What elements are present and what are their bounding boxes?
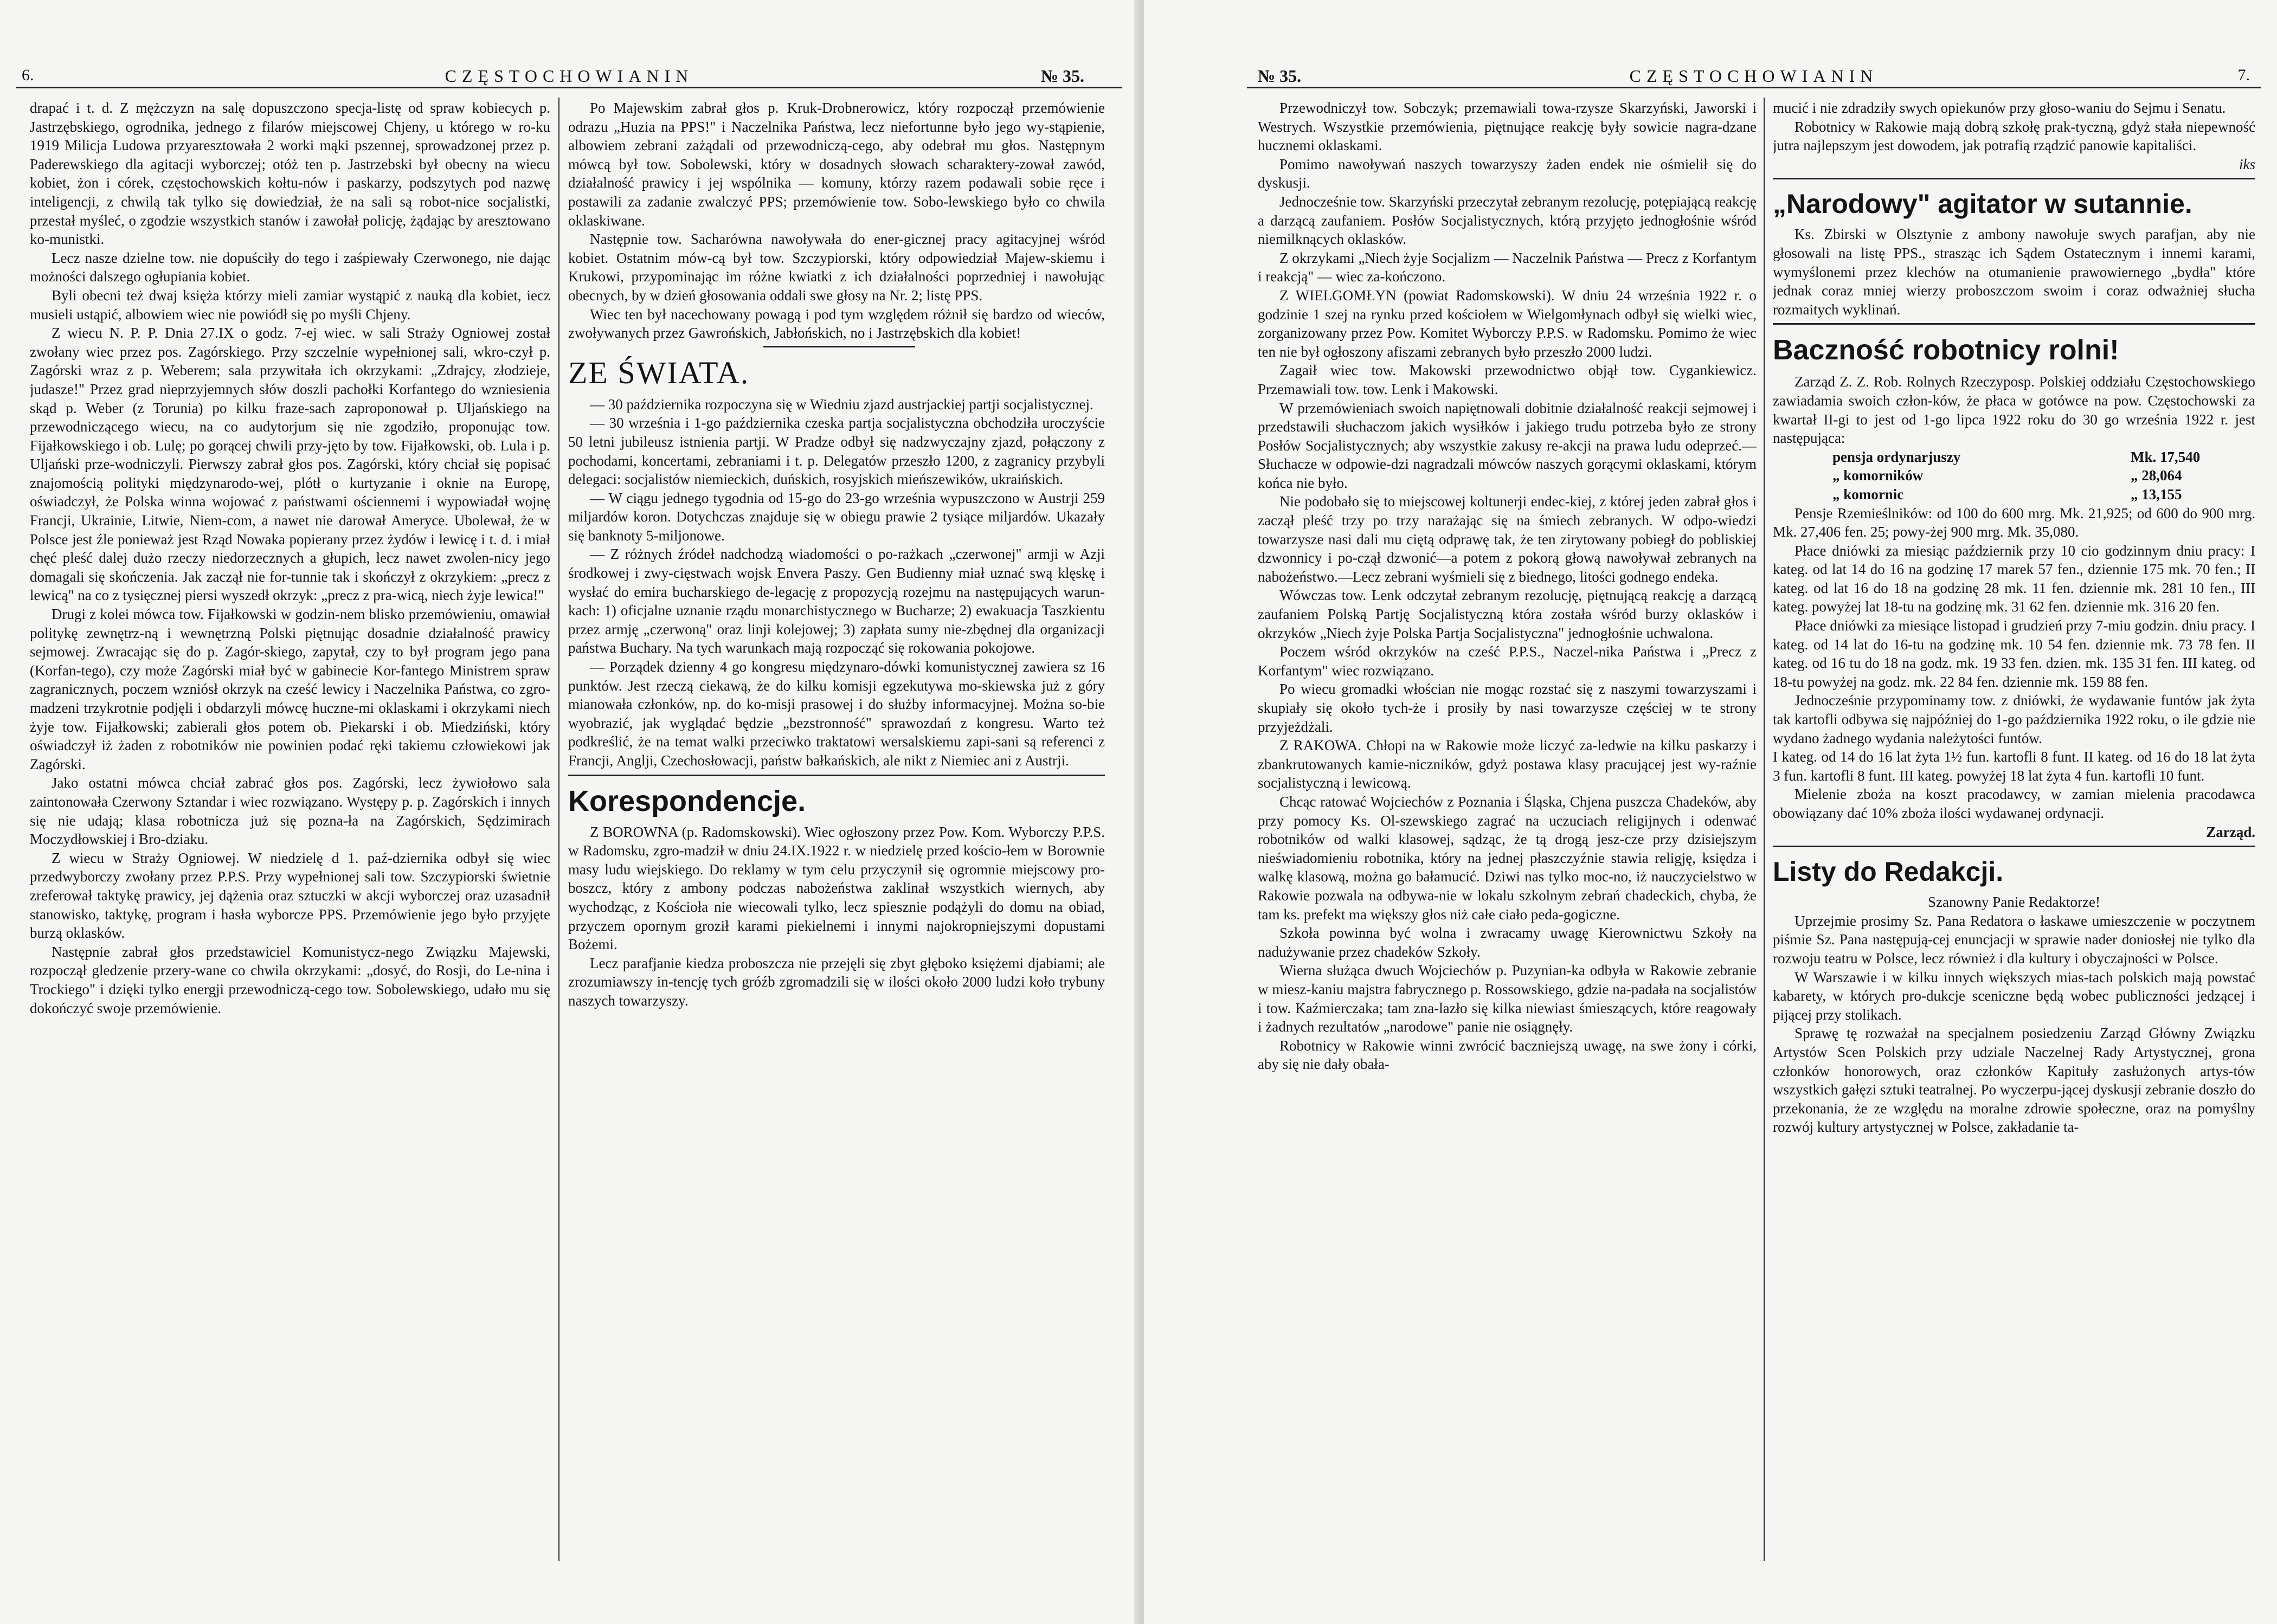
right-page-number: 7. — [2237, 66, 2250, 84]
article-signature: Zarząd. — [2206, 823, 2255, 840]
section-heading-narodowy-agitator: „Narodowy" agitator w sutannie. — [1773, 189, 2192, 220]
right-page-header — [1258, 63, 2250, 90]
left-page-number: 6. — [22, 66, 34, 84]
article-paragraph: Następnie tow. Sacharówna nawoływała do ener-gicznej pracy agitacyjnej wśród kobiet. Ostatnim mów-cą był tow. Szczypiorski, który odpowiedział Majew-skiemu i Krukowi, przypominając im różne kwiatki z ich działalności poprzedniej i nawołując obecnych, by w dzień głosowania oddali swe głosy na Nr. 2; listę PPS. — [568, 231, 1105, 304]
section-heading-ze-swiata: ZE ŚWIATA. — [568, 355, 750, 390]
wage-row-value: „ 28,064 — [2131, 467, 2182, 484]
wage-row-label: pensja ordynarjuszy — [1832, 448, 1961, 465]
article-paragraph: Wiec ten był nacechowany powagą i pod tym względem różnił się bardzo od wieców, zwoływanych przez Gawrońskich, Jabłońskich, no i Jastrzębskich dla kobiet! — [568, 306, 1105, 341]
article-signature: iks — [2239, 156, 2255, 172]
article-paragraph: Po wiecu gromadki włościan nie mogąc rozstać się z naszymi towarzyszami i skupiały się około tych-że i prosiły by nasi towarzysze częściej w te strony przyjeżdżali. — [1258, 681, 1757, 735]
article-paragraph: Z wiecu N. P. P. Dnia 27.IX o godz. 7-ej wiec. w sali Straży Ogniowej został zwołany wiec przez pos. Zagórskiego. Przy szczelnie wypełnionej sali, wkro-czył p. Zagórski wraz z p. Weberem; sala przywitała ich okrzykami: „Zdrajcy, złodzieje, judasze!" Przez grad nieprzyjemnych słów doszli pachołki Korfantego do wzniesienia skąd p. Weber (z Torunia) po kilku fraze-sach zaproponował p. Uljańskiego na przewodniczącego wiecu, na co audytorjum się nie zgodziło, proponując tow. Fijałkowskiego i ob. Lulę; po gorącej chwili przy-jęto by tow. Fijałkowski, ob. Lula i p. Uljański prze-wodniczyli. Pierwszy zabrał głos pos. Zagórski, który chciał się popisać znajomością polityki międzynarodo-wej, plótł o kurtyzanie i okniе na Europę, oświadczył, że Polska winna wojować z państwami ościennemi i wypowiadał wojnę Francji, Ukrainie, Litwie, Niem-com, a nawet nie darował Ameryce. Ubolewał, że w Polsce jest źle ponieważ jest Rząd Nowaka popierany przez żydów i lewicę i t. d. i miał chęć pleść dalej dużo rzeczy niedorzecznych a głupich, lecz nawet zwolen-nicy jego domagali się skończenia. Jak zaczął nie for-tunnie tak i skończył z okrzykiem: „precz z lewicą" na co z tysięcznej piersi wyszedł okrzyk: „precz z pra-wicą, niech żyje lewica!" — [30, 325, 550, 604]
right-page-title: CZĘSTOCHOWIANIN — [1629, 66, 1879, 86]
article-paragraph: drapać i t. d. Z mężczyzn na salę dopuszczono specja-listę od spraw kobiecych p. Jastrzębskiego, ogrodnika, jednego z filarów miejscowej Chjeny, u którego w ro-ku 1919 Milicja Ludowa przyaresztowała 2 worki mąki pszennej, sprowadzonej przez p. Paderewskiego dla agitacji wyborczej; otóż ten p. Jastrzebski był obecny na wiecu kobiet, żon i córek, częstochowskich kołtu-nów i paskarzy, podszytych pod nazwę inteligencji, z chwilą tak tylko się dowiedział, że na sali są robot-nice socjalistki, przestał myśleć, o zgodzie wszystkich stanów i zawołał policję, żądając by aresztowano ko-munistki. — [30, 100, 550, 248]
article-paragraph: Robotnicy w Rakowie mają dobrą szkołę prak-tyczną, gdyż stała niepewność jutra najlepszym jest dowodem, jak potrafią rządzić panowie kapitaliści. — [1773, 118, 2255, 154]
wage-row — [1773, 466, 2255, 485]
left-page-issue: № 35. — [1040, 66, 1084, 86]
article-paragraph: Wierna służąca dwuch Wojciechów p. Puzynian-ka odbyła w Rakowie zebranie w miesz-kaniu majstra fabrycznego p. Rossowskiego, gdzie na-padała na socjalistów i tow. Kaźmierczaka; tam zna-lazło się kilka niewiast śmieszących, które reagowały i żadnych rezultatów „narodowe" panie nie osiągnęły. — [1258, 962, 1757, 1035]
article-paragraph: Lecz nasze dzielne tow. nie dopuściły do tego i zaśpiewały Czerwonego, nie dając możności dalszego ogłupiania kobiet. — [30, 249, 550, 285]
wage-row — [1773, 485, 2255, 504]
wage-row-value: „ 13,155 — [2131, 486, 2182, 502]
news-item: — 30 września i 1-go października czeska partja socjalistyczna obchodziła uroczyście 50 letni jubileusz istnienia partji. W Pradze odbył się nadzwyczajny zjazd, połączony z pochodami, koncertami, zebraniami i t. p. Delegatów przeszło 1200, z zagranicy przybyli delegaci: socjalistów niemieckich, duńskich, rosyjskich mieńszewików, ukraińskich. — [568, 415, 1105, 488]
right-column-divider — [1764, 98, 1765, 1561]
right-page — [1144, 0, 2277, 1624]
article-paragraph: Ks. Zbirski w Olsztynie z ambony nawołuje swych parafjan, aby nie głosowali na listę PPS., strasząc ich Sądem Ostatecznym i innemi karami, wymyślonemi przez klechów na otumanienie prawowiernego „bydła" które jednak coraz mniej wierzy proboszczom swoim i coraz odważniej słucha rozmaitych wyklinań. — [1773, 226, 2255, 318]
letter-salutation: Szanowny Panie Redaktorze! — [1928, 894, 2100, 911]
article-paragraph: Chcąc ratować Wojciechów z Poznania i Śląska, Chjena puszcza Chadeków, aby przy pomocy Ks. Ol-szewskiego zagrać na uczuciach religijnych i odenwać robotników od walki klasowej, sądząc, że tą drogą jesz-cze przy dzisiejszym nieświadomieniu robotnika, który na jednej płaszczyźnie stawia religję, księdza i walkę klasową, można go bałamucić. Dziwi nas tylko moc-no, iż nauczycielstwo w Rakowie pozwala na odbywa-nie w lokalu szkolnym zebrań chadeckich, chyba, że tam ks. prefekt ma większy głos niż całe ciało peda-gogiczne. — [1258, 793, 1757, 923]
right-column-2 — [1773, 99, 2255, 1606]
news-item: — Z różnych źródeł nadchodzą wiadomości o po-rażkach „czerwonej" armji w Azji środkowej i zwy-cięstwach wojsk Envera Paszy. Gen Budienny miał uznać swą klęskę i wysłać do emira bucharskiego de-legację z propozycją rozejmu na następujących warun-kach: 1) oficjalne uznanie rządu monarchistycznego w Bucharze; 2) ewakuacja Taszkientu przez armję „czerwoną" oraz linji kolejowej; 3) zapłata sumy nie-zbędnej dla organizacji państwa Buchary. Na tych warunkach mają rozpocząć się rokowania pokojowe. — [568, 546, 1105, 656]
left-page-header — [22, 63, 1117, 90]
article-paragraph: mucić i nie zdradziły swych opiekunów przy głoso-waniu do Sejmu i Senatu. — [1773, 100, 2226, 116]
left-page — [0, 0, 1138, 1624]
article-paragraph: Z WIELGOMŁYN (powiat Radomskowski). W dniu 24 września 1922 r. o godzinie 1 szej na rynku przed kościołem w Wielgomłynach odbył się wielki wiec, zorganizowany przez Pow. Komitet Wyborczy P.P.S. w Radomsku. Pomimo że wiec ten nie był ogłoszony afiszami zebranych było przeszło 2000 ludzi. — [1258, 287, 1757, 360]
article-paragraph: Z wiecu w Straży Ogniowej. W niedzielę d 1. paź-dziernika odbył się wiec przedwyborczy zwołany przez P.P.S. Przy wypełnionej sali tow. Szczypiorski świetnie zreferował taktykę prawicy, jej dążenia oraz sztuczki w akcji wyborczej oraz uzasadnił stanowisko, taktykę, program i hasła wyborcze PPS. Przemówienie jego było przyjęte burzą oklasków. — [30, 849, 550, 942]
article-paragraph: Jednocześnie tow. Skarzyński przeczytał zebranym rezolucję, potępiającą reakcję a darzącą zaufaniem. Posłów Socjalistycznych, którą przyjęto jednogłośnie wśród niemilknących oklasków. — [1258, 193, 1757, 248]
wage-row — [1773, 448, 2255, 467]
section-heading-korespondencje: Korespondencje. — [568, 784, 806, 817]
correspondence-paragraph: Z BOROWNA (p. Radomskowski). Wiec ogłoszony przez Pow. Kom. Wyborczy P.P.S. w Radomsku, zgro-madził w dniu 24.IX.1922 r. w niedzielę przed kościo-łem w Borownie masy ludu wiejskiego. Do reklamy w tym celu przyczynił się ogromnie miejscowy pro-boszcz, który z ambony podczas nabożeństwa zaklinał wszystkich wiernych, aby wychodząc, z Kościoła nie wiecowali tylko, lecz spiesznie podążyli do domu na obiad, przyczem opornym groził karami piekielnemi i innymi najokropniejszymi dopustami Bożemi. — [568, 823, 1105, 953]
article-paragraph: Przewodniczył tow. Sobczyk; przemawiali towa-rzysze Skarzyński, Jaworski i Westrych. Wszystkie przemówienia, piętnujące reakcję były sowicie nagra-dzane hucznemi oklaskami. — [1258, 100, 1757, 154]
news-item: — Porządek dzienny 4 go kongresu międzynaro-dówki komunistycznej zawiera sz 16 punktów. Jest rzeczą ciekawą, że do kilku komisji egzekutywa mo-skiewska już z góry mianowała członków, np. do ko-misji prasowej i do służby informacyjnej. Można so-bie wyobrazić, jak wyglądać będzie „bezstronność" sprawozdań z kongresu. Warto też podkreślić, że na temat walki przeciwko traktatowi wersalskiemu zapi-sani są referenci z Francji, Anglji, Czechosłowacji, państw bałkańskich, ale nikt z Niemiec ani z Austrji. — [568, 659, 1105, 769]
article-paragraph: Z okrzykami „Niech żyje Socjalizm — Naczelnik Państwa — Precz z Korfantym i reakcją" — wiec za-kończono. — [1258, 249, 1757, 285]
article-paragraph: W przemówieniach swoich napiętnowali dobitnie działalność reakcji sejmowej i przedstawili słuchaczom jakich wysiłków i jakiego trudu potrzeba było ze strony Posłów Socjalistycznych; aby wszystkie zakusy re-akcji na prawa ludu odeprzeć.—Słuchacze w odpowie-dzi nagradzali mówców naszych gorącymi oklaskami, którym końca nie było. — [1258, 399, 1757, 491]
article-paragraph: Z RAKOWA. Chłopi na w Rakowie może liczyć za-ledwie na kilku paskarzy i zbankrutowanych kamie-niczników, gdyż postawa klasy pracującej jest wy-raźnie socjalistyczną i lewicową. — [1258, 737, 1757, 791]
left-column-divider — [558, 98, 559, 1561]
letter-paragraph: W Warszawie i w kilku innych większych mias-tach polskich mają powstać kabarety, w których pro-dukcje sceniczne będą wobec publiczności jedzącej i pijącej przy stolikach. — [1773, 969, 2255, 1023]
left-page-title: CZĘSTOCHOWIANIN — [445, 66, 694, 86]
article-paragraph: Następnie zabrał głos przedstawiciel Komunistycz-nego Związku Majewski, rozpoczął gledzenie przery-wane co chwila okrzykami: „dosyć, do Rosji, do Le-nina i Trockiego" i dzięki tylko energji przewodniczą-cego tow. Sobolewskiego, udało mu się dokończyć swoje przemówienie. — [30, 943, 550, 1016]
left-column-2 — [568, 99, 1105, 1606]
correspondence-paragraph: Lecz parafjanie kiedzа proboszcza nie przejęli się zbyt głęboko księżemi djabiami; ale zrozumiawszy in-tencję tych gróźb zgromadzili się w ilości około 2000 ludzi koło trybuny naszych towarzyszy. — [568, 955, 1105, 1009]
wage-row-label: „ komorników — [1832, 467, 1924, 484]
article-paragraph: Poczem wśród okrzyków na cześć P.P.S., Naczel-nika Państwa i „Precz z Korfantym" wiec rozwiązano. — [1258, 643, 1757, 679]
article-paragraph: Wówczas tow. Lenk odczytał zebranym rezolucję, piętnującą reakcję a darzącą zaufaniem Polską Partję Socjalistyczną która została wśród burzy oklasków i okrzyków „Niech żyje Polska Partja Socjalistyczna" jednogłośnie uchwalona. — [1258, 587, 1757, 641]
section-separator — [763, 346, 915, 347]
article-paragraph: Jako ostatni mówca chciał zabrać głos pos. Zagórski, lecz żywiołowo sala zaintonowała Czerwony Sztandar i wiec rozwiązano. Występy p. p. Zagórskich i innych się nie udają; klasa robotnicza już się pozna-ła na Zagórskich, Sędzimirach Moczydłowskiej i Bro-dziaku. — [30, 775, 550, 848]
news-item: — W ciągu jednego tygodnia od 15-go do 23-go września wypuszczono w Austrji 259 miljardów koron. Dotychczas znajduje się w obiegu prawie 2 tysiące miljardów. Ukazały się banknoty 5-miljonowe. — [568, 489, 1105, 544]
article-paragraph: Zagaił wiec tow. Makowski przewodnictwo objął tow. Cygankiewicz. Przemawiali tow. tow. Lenk i Makowski. — [1258, 362, 1757, 397]
section-separator — [1773, 178, 2255, 179]
article-paragraph: Pensje Rzemieślników: od 100 do 600 mrg. Mk. 21,925; od 600 do 900 mrg. Mk. 27,406 fen. 25; powy-żej 900 mrg. Mk. 35,080. — [1773, 505, 2255, 540]
wage-row-value: Mk. 17,540 — [2131, 448, 2201, 465]
letter-paragraph: Uprzejmie prosimy Sz. Pana Redatora o łaskawe umieszczenie w poczytnem piśmie Sz. Pana następują-cej enuncjacji w sprawie nader doniosłej nie tylko dla rozwoju teatru w Polsce, lecz również i dla kultury i obyczajności w Polsce. — [1773, 912, 2255, 966]
news-item: — 30 października rozpoczyna się w Wiedniu zjazd austrjackiej partji socjalistycznej. — [590, 396, 1094, 413]
section-separator — [1773, 846, 2255, 847]
letter-paragraph: Sprawę tę rozważał na specjalnem posiedzeniu Zarząd Główny Związku Artystów Scen Polskich przy udziale Naczelnej Rady Artystycznej, grona członków honorowych, oraz członków Kapituły zasłużonych artys-tów wszystkich gałęzi sztuki teatralnej. Po wyczerpu-jącej dyskusji zebranie doszło do przekonania, że ze względu na moralne zdrowie społeczne, oraz na pomyślny rozwój kultury artystycznej w Polsce, zakładanie ta- — [1773, 1025, 2255, 1136]
section-separator — [568, 775, 1105, 776]
article-paragraph: Jednocześnie przypominamy tow. z dniówki, że wydawanie funtów jak żyta tak kartofli odbywa się najpóźniej do 1-go października 1922 roku, o ile gdzie nie wydano żadnego wydania należytości funtów. — [1773, 692, 2255, 746]
article-paragraph: Szkoła powinna być wolna i zwracamy uwagę Kierownictwu Szkoły na nadużywanie przez chadeków Szkoły. — [1258, 925, 1757, 960]
article-paragraph: Byli obecni też dwaj księża którzy mieli zamiar wystąpić z nauką dla kobiet, iecz musieli ustąpić, albowiem wiec nie powiódł się po myśli Chjeny. — [30, 287, 550, 323]
article-paragraph: Pomimo nawoływań naszych towarzyszy żaden endek nie ośmielił się do dyskusji. — [1258, 156, 1757, 191]
section-heading-listy-do-redakcji: Listy do Redakcji. — [1773, 856, 2004, 887]
left-column-1 — [30, 99, 550, 1606]
article-paragraph: I kateg. od 14 do 16 lat żyta 1½ fun. kartofli 8 funt. II kateg. od 16 do 18 lat żyta 3 fun. kartofli 8 funt. III kateg. powyżej 18 lat żyta 4 fun. kartofli 10 funt. — [1773, 749, 2255, 784]
article-paragraph: Płace dniówki za miesiąc październik przy 10 cio godzinnym dniu pracy: I kateg. od lat 14 do 16 na godzinę 17 marek 57 fen., dziennie 175 mk. 70 fen.; II kateg. od lat 16 do 18 na godzinę 28 mk. 11 fen. dziennie mk. 281 10 fen., III kateg. powyżej lat 18-tu na godzinę mk. 31 62 fen. dziennie mk. 316 20 fen. — [1773, 542, 2255, 615]
article-paragraph: Drugi z kolei mówca tow. Fijałkowski w godzin-nem blisko przemówieniu, omawiał politykę zewnętrz-ną i wewnętrzną Polski piętnując dosadnie działalność prawicy sejmowej. Zwracając się do p. Zagór-skiego, zapytał, czy to był program jego pana (Korfan-tego), czy może Zagórski miał być w gabinecie Kor-fantego Ministrem spraw zagranicznych, poczem wzniósł okrzyk na cześć lewicy i Naczelnika Państwa, co zgro-madzeni trzykrotnie podjęli i obdarzyli mówcę huczne-mi oklaskami i okrzykami niech żyje tow. Fijałkowski; zabierali głos potem ob. Piekarski i ob. Miedziński, który oświadczył iż żaden z robotników nie powinien podać ręki takiemu człowiekowi jak Zagórski. — [30, 606, 550, 772]
right-header-rule — [1247, 87, 2261, 88]
article-paragraph: Płace dniówki za miesiące listopad i grudzień przy 7-miu godzin. dniu pracy. I kateg. od 14 lat do 16-tu na godzinę mk. 10 54 fen. dziennie mk. 73 78 fen. II kateg. od 16 tu do 18 na godz. mk. 19 33 fen. dzien. mk. 135 31 fen. III kateg. od 18-tu powyżej na godz. mk. 22 84 fen. dziennie mk. 159 88 fen. — [1773, 617, 2255, 690]
wage-row-label: „ komornic — [1832, 486, 1904, 502]
article-paragraph: Nie podobało się to miejscowej koltunerji endec-kiej, z której jeden zabrał głos i zaczął pleść trzy po trzy narażając się na śmiech zebranych. W odpo-wiedzi towarzysze nasi dali mu ciętą odprawę tak, że ten zirytowany pobiegł do pobliskiej dzwonnicy i po-czął dzwonić—a potem z pokorą głową nawoływał zebranych na nabożeństwo.—Lecz zebrani wyśmieli się z biednego, litości godnego endeka. — [1258, 493, 1757, 585]
section-separator — [1773, 323, 2255, 325]
section-heading-bacznosc: Baczność robotnicy rolni! — [1773, 334, 2119, 366]
article-paragraph: Robotnicy w Rakowie winni zwrócić baczniejszą uwagę, na swe żony i córki, aby się nie dały obała- — [1258, 1037, 1757, 1073]
article-paragraph: Po Majewskim zabrał głos p. Kruk-Drobnerowicz, który rozpoczął przemówienie odrazu „Huzia na PPS!" i Naczelnika Państwa, lecz niefortunne było jego wy-stąpienie, albowiem zebrani zażądali od przewodniczą-cego, aby odebrał mu głos. Następnym mówcą był tow. Sobolewski, który w dosadnych słowach scharaktery-zował zawód, działalność prawicy i jej wspólnika — komuny, którzy razem podawali sobie ręce i postawili za zadanie zwalczyć PPS; przemówienie tow. Sobo-lewskiego było co chwila oklaskiwane. — [568, 100, 1105, 229]
article-paragraph: Zarząd Z. Z. Rob. Rolnych Rzeczyposp. Polskiej oddziału Częstochowskiego zawiadamia swoich człon-ków, że płaca w gotówce na pow. Częstochowski za kwartał II-gi to jest od 1-go lipca 1922 roku do 30 go września 1922 r. jest następująca: — [1773, 373, 2255, 447]
left-header-rule — [16, 87, 1122, 88]
right-column-1 — [1258, 99, 1757, 1606]
article-paragraph: Mielenie zboża na koszt pracodawcy, w zamian mielenia pracodawca obowiązany dać 10% zboża ilości wydawanej ordynacji. — [1773, 786, 2255, 821]
right-page-issue: № 35. — [1258, 66, 1302, 86]
